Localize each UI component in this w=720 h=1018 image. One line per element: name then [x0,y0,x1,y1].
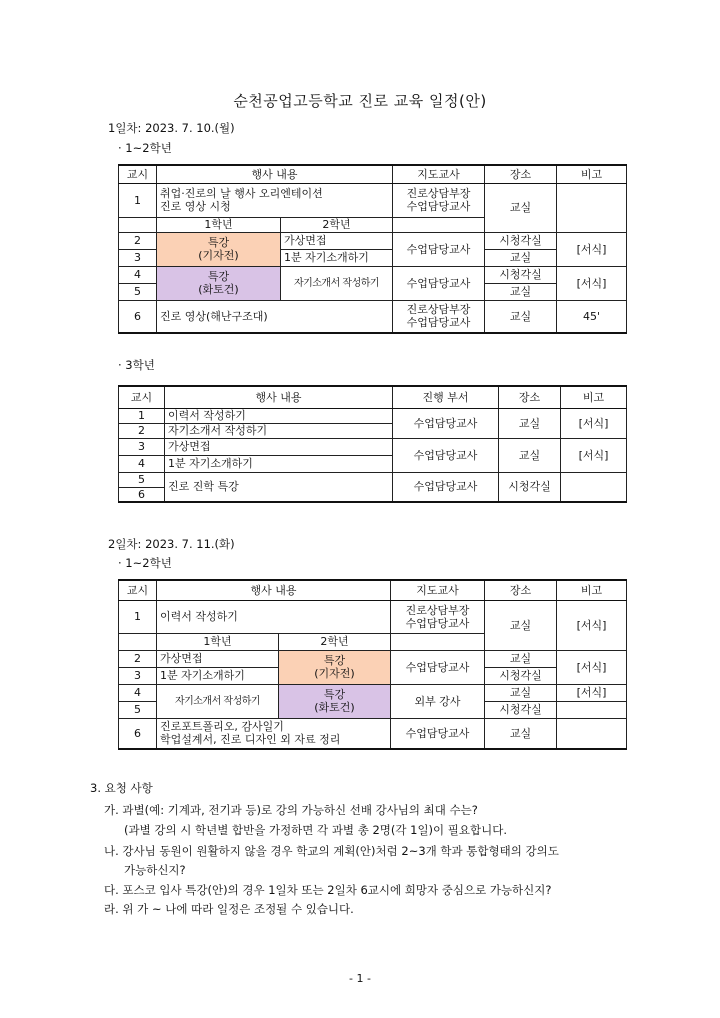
place-cell: 시청각실 [485,701,557,718]
period-cell: 1 [119,408,165,423]
request-da: 다. 포스코 입사 특강(안)의 경우 1일차 또는 2일차 6교시에 희망자 중심으로 가능하신지? [104,883,552,897]
place-cell: 교실 [499,438,561,472]
note-cell: [서식] [557,650,627,684]
content-cell [157,183,393,217]
special-line: (기자전) [314,667,355,680]
header-note: 비고 [557,580,627,600]
period-cell: 4 [119,684,157,701]
place-cell: 교실 [485,183,557,232]
content-line: 취업·진로의 날 행사 오리엔테이션 [160,187,323,200]
special-line: 특강 [323,654,346,667]
note-cell: [서식] [561,408,627,438]
header-place: 장소 [485,165,557,183]
header-dept: 진행 부서 [393,386,499,408]
intro-cell: 1분 자기소개하기 [157,667,279,684]
special-line: 특강 [323,688,346,701]
period-cell: 3 [119,667,157,684]
teacher-cell: 수업담당교사 [393,266,485,300]
day2-heading: 2일차: 2023. 7. 11.(화) [108,537,235,551]
teacher-cell: 외부 강사 [391,684,485,718]
day1-grade3-label: · 3학년 [118,358,155,372]
header-period: 교시 [119,165,157,183]
header-period: 교시 [119,580,157,600]
grade2-header: 2학년 [281,217,393,232]
place-cell: 교실 [485,600,557,650]
day1-grade12-label: · 1~2학년 [118,141,172,155]
content-cell: 진로 진학 특강 [165,472,393,502]
note-cell [557,718,627,749]
teacher-line: 진로상담부장 [406,303,471,317]
teacher-cell [391,633,485,650]
page-title: 순천공업고등학교 진로 교육 일정(안) [233,92,487,110]
place-cell: 교실 [485,684,557,701]
header-period: 교시 [119,386,165,408]
note-cell: 45' [557,300,627,333]
essay-cell: 자기소개서 작성하기 [157,684,279,718]
page-number: - 1 - [349,972,371,985]
period-cell: 3 [119,438,165,455]
note-cell [557,701,627,718]
dept-cell: 수업담당교사 [393,408,499,438]
content-cell [157,718,391,749]
header-place: 장소 [485,580,557,600]
special-line: (화토건) [314,701,355,714]
interview-cell: 가상면접 [281,232,393,249]
header-content: 행사 내용 [157,165,393,183]
place-cell: 교실 [485,718,557,749]
period-cell: 1 [119,600,157,633]
place-cell: 교실 [485,249,557,266]
header-note: 비고 [557,165,627,183]
period-cell: 5 [119,701,157,718]
intro-cell: 1분 자기소개하기 [281,249,393,266]
note-cell: [서식] [557,600,627,650]
day2-grade12-label: · 1~2학년 [118,556,172,570]
day1-grade3-table [118,385,627,503]
content-cell: 이력서 작성하기 [165,408,393,423]
teacher-cell [393,300,485,333]
grade1-header: 1학년 [157,217,281,232]
period-cell [119,217,157,232]
header-teacher: 지도교사 [391,580,485,600]
period-cell: 2 [119,232,157,249]
period-cell: 5 [119,283,157,300]
place-cell: 교실 [485,283,557,300]
request-na: 나. 강사님 동원이 원활하지 않을 경우 학교의 계획(안)처럼 2~3개 학과 통합형태의 강의도 [104,844,559,858]
day1-heading: 1일차: 2023. 7. 10.(월) [108,121,235,135]
period-cell [119,633,157,650]
period-cell: 5 [119,472,165,487]
special-lecture-kijajeon [157,232,281,266]
period-cell: 6 [119,487,165,502]
teacher-cell [391,600,485,633]
special-line: (화토건) [198,283,239,296]
period-cell: 2 [119,423,165,438]
place-cell: 교실 [485,650,557,667]
special-lecture-kijajeon [279,650,391,684]
period-cell: 4 [119,455,165,472]
interview-cell: 가상면접 [157,650,279,667]
request-na-cont: 가능하신지? [124,863,186,877]
teacher-cell [393,183,485,217]
period-cell: 1 [119,183,157,217]
place-cell: 시청각실 [485,232,557,249]
special-lecture-hwatogeon [279,684,391,718]
note-cell [557,183,627,232]
place-cell: 교실 [499,408,561,438]
header-teacher: 지도교사 [393,165,485,183]
teacher-line: 진로상담부장 [406,187,471,200]
place-cell: 교실 [485,300,557,333]
place-cell: 시청각실 [499,472,561,502]
request-ra: 라. 위 가 ~ 나에 따라 일정은 조정될 수 있습니다. [104,902,354,916]
period-cell: 4 [119,266,157,283]
content-cell: 이력서 작성하기 [157,600,391,633]
note-cell [561,472,627,502]
header-place: 장소 [499,386,561,408]
special-line: (기자전) [198,249,239,262]
note-cell: [서식] [557,684,627,701]
grade1-header: 1학년 [157,633,279,650]
content-line: 진로포트폴리오, 감사일기 [160,720,284,734]
period-cell: 6 [119,718,157,749]
special-lecture-hwatogeon [157,266,281,300]
content-cell: 가상면접 [165,438,393,455]
day2-grade12-table [118,579,627,750]
content-line: 진로 영상 시청 [160,200,231,213]
special-line: 특강 [207,270,230,283]
content-cell: 진로 영상(해난구조대) [157,300,393,333]
teacher-cell [393,217,485,232]
header-note: 비고 [561,386,627,408]
request-ga-sub: (과별 강의 시 학년별 합반을 가정하면 각 과별 총 2명(각 1일)이 필요합니다. [124,823,508,837]
teacher-cell: 수업담당교사 [391,718,485,749]
teacher-line: 진로상담부장 [405,603,470,617]
period-cell: 3 [119,249,157,266]
teacher-line: 수업담당교사 [405,616,470,630]
teacher-line: 수업담당교사 [406,200,471,213]
note-cell: [서식] [557,266,627,300]
teacher-cell: 수업담당교사 [393,232,485,266]
place-cell: 시청각실 [485,667,557,684]
note-cell: [서식] [561,438,627,472]
header-content: 행사 내용 [165,386,393,408]
content-cell: 1분 자기소개하기 [165,455,393,472]
dept-cell: 수업담당교사 [393,472,499,502]
day1-grade12-table [118,164,627,334]
period-cell: 2 [119,650,157,667]
requests-heading: 3. 요청 사항 [90,781,153,795]
request-ga: 가. 과별(예: 기계과, 전기과 등)로 강의 가능하신 선배 강사님의 최대 수는? [104,803,478,817]
dept-cell: 수업담당교사 [393,438,499,472]
note-cell: [서식] [557,232,627,266]
teacher-cell: 수업담당교사 [391,650,485,684]
content-cell: 자기소개서 작성하기 [165,423,393,438]
content-line: 학업설계서, 진로 디자인 외 자료 정리 [160,733,341,747]
special-line: 특강 [207,236,230,249]
header-content: 행사 내용 [157,580,391,600]
grade2-header: 2학년 [279,633,391,650]
period-cell: 6 [119,300,157,333]
place-cell: 시청각실 [485,266,557,283]
teacher-line: 수업담당교사 [406,316,471,330]
essay-cell: 자기소개서 작성하기 [281,266,393,300]
